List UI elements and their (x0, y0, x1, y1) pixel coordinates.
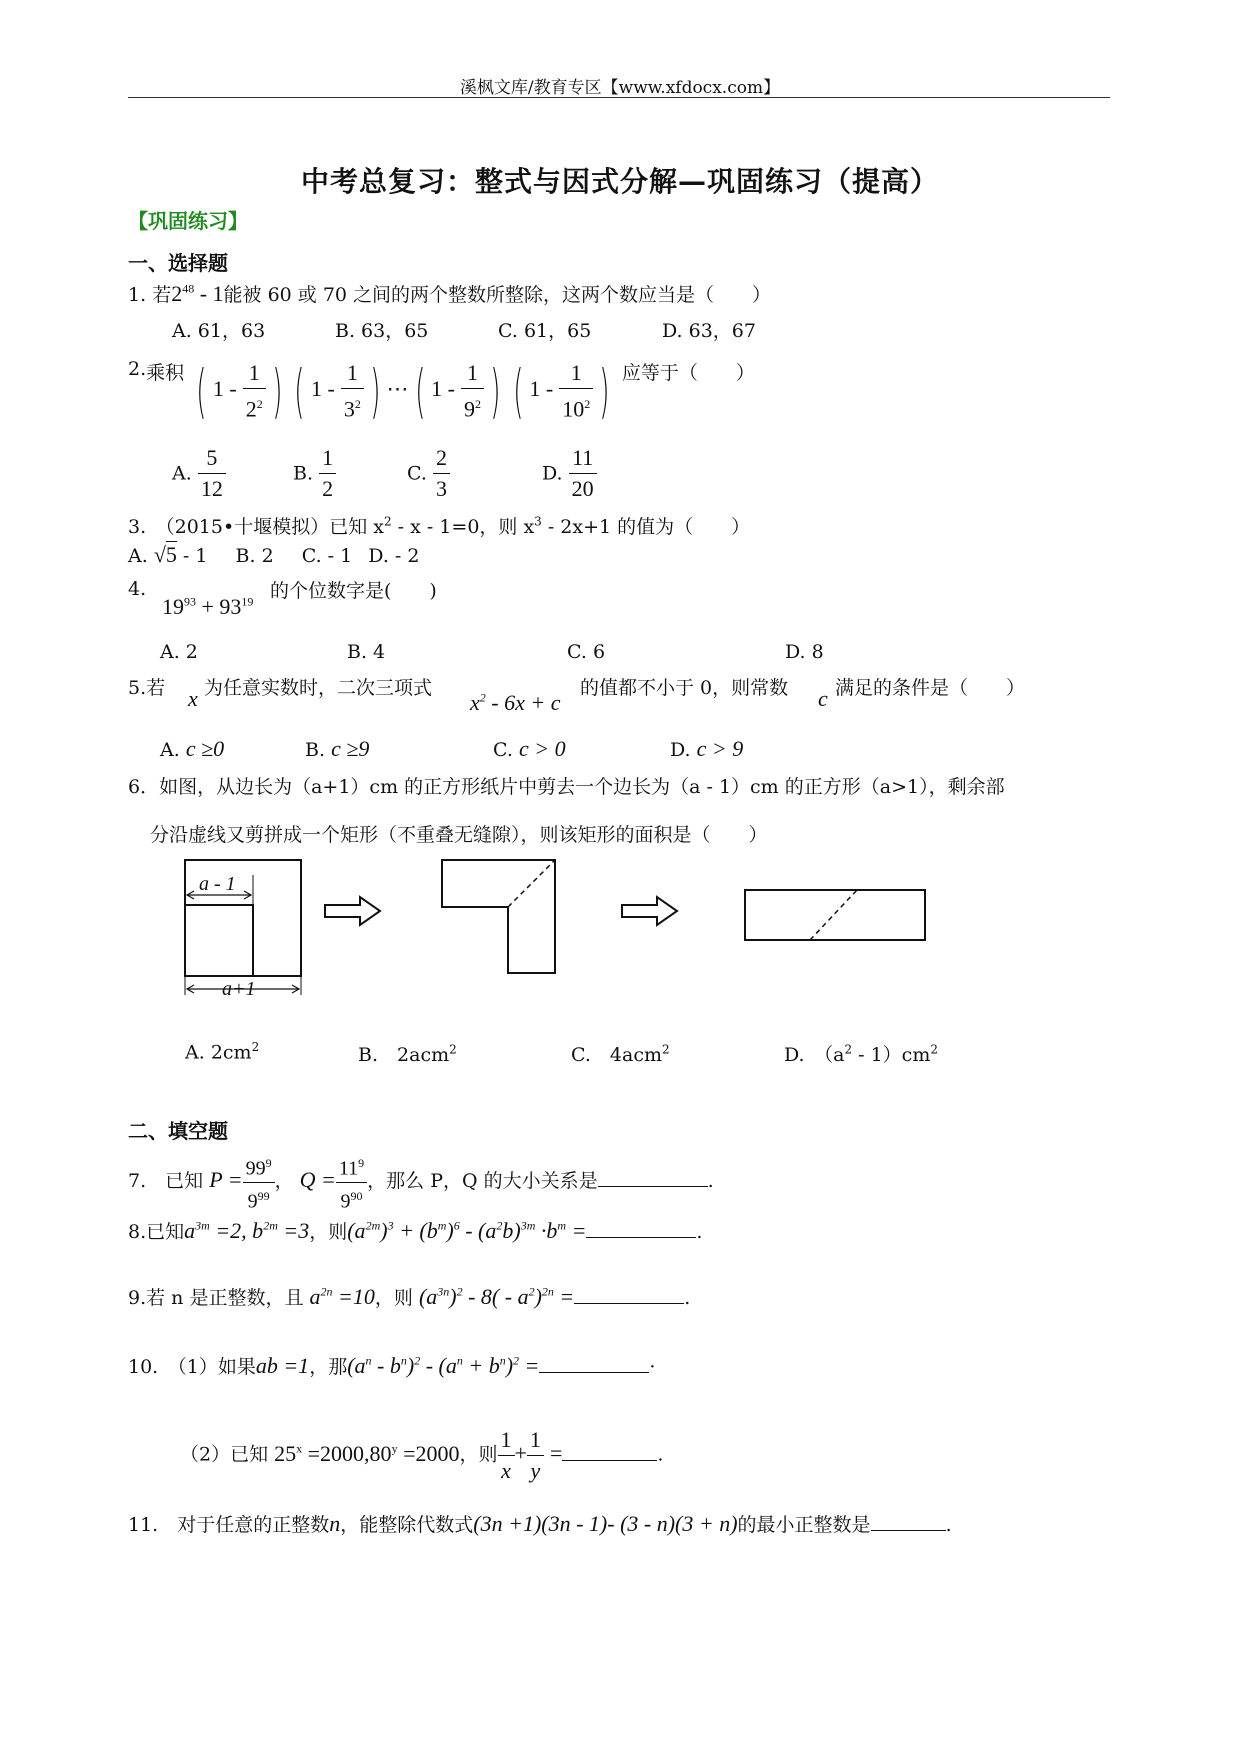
q11-expr: (3n +1)(3n - 1)- (3 - n)(3 + n) (473, 1511, 738, 1536)
fig-label-big: a+1 (222, 978, 256, 1000)
q10-expr-1: $(a^n - b^n)^2 - (a^n + b^n)^2$ = (347, 1353, 540, 1378)
q8-answer-blank[interactable] (586, 1237, 696, 1238)
q2-option-a: A. $\frac{5}{12}$ (172, 443, 226, 504)
fig-small-square (185, 905, 253, 976)
q2-option-b: B. $\frac{1}{2}$ (293, 443, 336, 504)
q4-option-d: D. 8 (785, 641, 824, 663)
q5-post: 的值都不小于 0，则常数 (580, 677, 789, 699)
q6-option-b: B. 2acm$^2$ (358, 1042, 457, 1066)
fig-arrow-1 (325, 897, 380, 925)
q2-number: 2. (128, 358, 147, 380)
q1-number: 1. (128, 284, 147, 306)
q5-mid: 为任意实数时，二次三项式 (204, 677, 433, 699)
q9-cond: $a^{2n} =10$ (309, 1284, 375, 1309)
q6-option-d: D. $(a^2 - 1)cm^2$ (784, 1042, 938, 1066)
question-7: 7. 已知 P = $\frac{99^9}{9^{99}}$ ， Q = $\frac{11^9}{9^{90}}$ ，那么 P，Q 的大小关系是 . (128, 1150, 714, 1220)
q4-option-c: C. 6 (567, 641, 606, 663)
fig-label-small: a - 1 (199, 873, 236, 895)
q5-var-x: x (188, 686, 198, 711)
q4-expr: $19^{93} + 93^{19}$ (162, 594, 254, 619)
page-title: 中考总复习：整式与因式分解—巩固练习（提高） (300, 165, 939, 198)
section-fill: 二、填空题 (128, 1119, 228, 1143)
q3-option-b: B. 2 (235, 545, 274, 567)
q8-expr: $(a^{2m})^3 + (b^m)^6 - (a^2b)^{3m} \cdot b^m$ = (347, 1218, 587, 1243)
question-10-part-2: （2）已知 $25^x =2000,80^y =2000$，则 $\frac{1}{x}$ + $\frac{1}{y}$ = . (180, 1427, 664, 1483)
q2-term-1: ( 1 - $\frac{1}{2^2}$ ) (196, 357, 283, 426)
q6-option-a: A. $2cm^2$ (185, 1040, 260, 1064)
q10-1-answer-blank[interactable] (539, 1372, 649, 1373)
q9-expr: $(a^{3n})^2 - 8( - a^2)^{2n}$ = (418, 1284, 575, 1309)
q6-line-1: 6．如图，从边长为（a+1）cm 的正方形纸片中剪去一个边长为（a - 1）cm 的正方形（a>1），剩余部 (128, 776, 1005, 798)
question-3: 3. （2015•十堰模拟）已知 $x^2 - x - 1=0$，则 $x^3 - 2x+1$ 的值为（ ） (128, 514, 751, 538)
question-9: 9.若 n 是正整数，且 $a^{2n} =10$，则 $(a^{3n})^2 - 8( - a^2)^{2n}$ = . (128, 1284, 691, 1309)
q4-number: 4. (128, 578, 147, 600)
q2-term-3: ( 1 - $\frac{1}{9^2}$ ) (414, 357, 501, 426)
q5-end: 满足的条件是（ ） (835, 677, 1026, 699)
q6-figure (170, 855, 960, 1010)
q2-dots: ⋯ (386, 376, 409, 402)
q7-answer-blank[interactable] (598, 1186, 708, 1187)
practice-tag: 【巩固练习】 (128, 209, 248, 233)
q6-option-c: C. 4acm$^2$ (571, 1042, 670, 1066)
q5-var-c: c (818, 686, 828, 711)
q1-stem: 能被 60 或 70 之间的两个整数所整除，这两个数应当是（ ） (223, 284, 772, 306)
header-divider (128, 97, 1110, 98)
fig-rectangle (745, 890, 925, 940)
q1-pre: 若 (152, 284, 172, 306)
q5-number: 5.若 (128, 677, 166, 699)
q5-option-a: A. c ≥0 (160, 736, 225, 761)
q11-answer-blank[interactable] (871, 1530, 946, 1531)
q2-term-4: ( 1 - $\frac{1}{10^2}$ ) (512, 357, 610, 426)
q2-option-d: D. $\frac{11}{20}$ (542, 443, 597, 504)
q2-pre: 乘积 (146, 362, 185, 384)
q5-poly: $x^2 - 6x + c$ (470, 690, 561, 715)
q3-options (128, 542, 419, 568)
q8-cond: $a^{3m} =2$, $b^{2m} =3$ (184, 1218, 310, 1243)
q2-term-2: ( 1 - $\frac{1}{3^2}$ ) (294, 357, 381, 426)
q2-option-c: C. $\frac{2}{3}$ (407, 443, 450, 504)
q2-stem: 应等于（ ） (621, 362, 755, 384)
fig-arrow-2 (622, 897, 677, 925)
q4-option-b: B. 4 (347, 641, 386, 663)
q10-2-answer-blank[interactable] (562, 1460, 657, 1461)
question-1 (128, 280, 771, 307)
q1-option-c: C. 61，65 (498, 320, 592, 342)
q1-expr: $2^{48} - 1$ (171, 281, 224, 306)
question-10-part-1: 10. （1）如果ab =1，那$(a^n - b^n)^2 - (a^n + b^n)^2$ = · (128, 1353, 656, 1378)
q10-cond-2: $25^x =2000,80^y =2000$ (274, 1440, 460, 1466)
q6-line-2: 分沿虚线又剪拼成一个矩形（不重叠无缝隙），则该矩形的面积是（ ） (150, 824, 768, 846)
q5-option-b: B. c ≥9 (305, 736, 370, 761)
q1-option-b: B. 63，65 (335, 320, 429, 342)
q3-option-d: D. - 2 (368, 545, 420, 567)
q5-option-c: C. c > 0 (493, 736, 566, 761)
q1-option-a: A. 61，63 (172, 320, 266, 342)
q1-option-d: D. 63，67 (662, 320, 756, 342)
question-11: 11. 对于任意的正整数n，能整除代数式(3n +1)(3n - 1)- (3 - n)(3 + n)的最小正整数是 . (128, 1511, 952, 1536)
fig-l-shape (442, 860, 555, 973)
q4-stem: 的个位数字是( ) (270, 580, 437, 602)
section-choice: 一、选择题 (128, 251, 228, 275)
question-8: 8.已知$a^{3m} =2$, $b^{2m} =3$，则$(a^{2m})^3 + (b^m)^6 - (a^2b)^{3m} \cdot b^m$ = . (128, 1218, 703, 1243)
q5-option-d: D. c > 9 (670, 736, 744, 761)
q4-option-a: A. 2 (160, 641, 198, 663)
q3-option-a: A. √5 - 1 (128, 542, 208, 567)
page-header: 溪枫文库/教育专区【www.xfdocx.com】 (459, 78, 781, 98)
question-2 (128, 358, 755, 428)
q3-option-c: C. - 1 (301, 545, 353, 567)
q9-answer-blank[interactable] (574, 1303, 684, 1304)
